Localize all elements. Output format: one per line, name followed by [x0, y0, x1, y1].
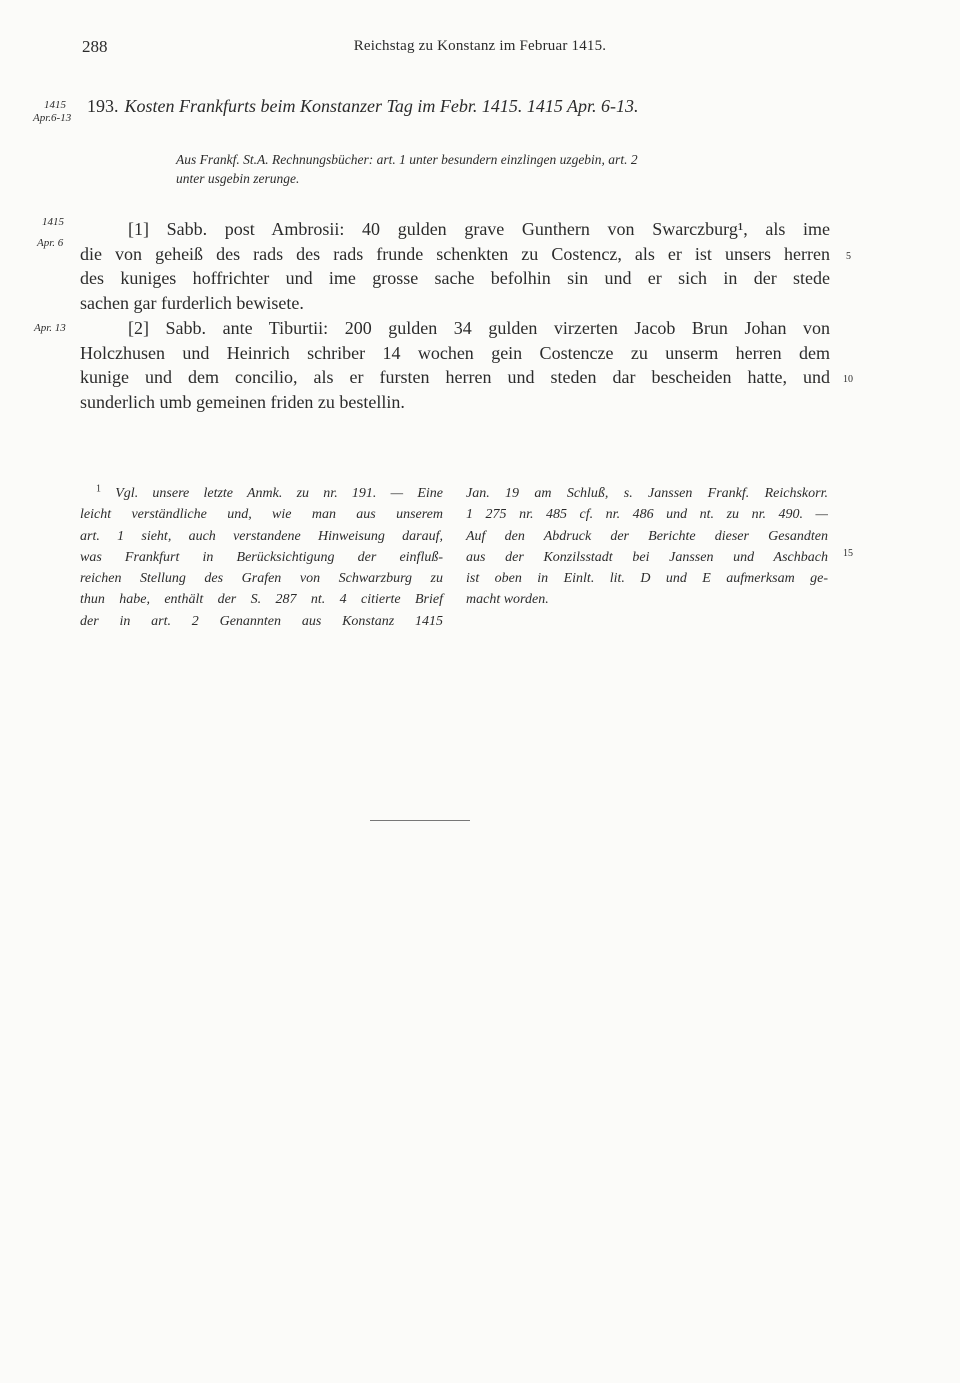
entry-2 [80, 316, 830, 414]
footnote-line: reichen Stellung des Grafen von Schwarzburg zu [80, 571, 443, 587]
end-rule [370, 820, 470, 821]
line-number: 5 [846, 251, 851, 262]
source-line: unter usgebin zerunge. [176, 171, 300, 186]
running-title: Reichstag zu Konstanz im Februar 1415. [353, 38, 607, 54]
document-number: 193. [87, 96, 119, 116]
entry-line: die von geheiß des rads des rads frunde schenkten zu Costencz, als er ist unsers herren [80, 243, 830, 264]
footnote-line: was Frankfurt in Berücksichtigung der einfluß- [80, 549, 443, 565]
source-note [176, 150, 836, 188]
footnote-line: aus der Konzilsstadt bei Janssen und Aschbach [466, 549, 828, 565]
margin-date-year: 1415 [44, 99, 66, 111]
entry-line: des kuniges hoffrichter und ime grosse sache befolhin sin und er sich in der stede [80, 268, 830, 288]
entry-line: sunderlich umb gemeinen friden zu bestellin. [80, 391, 405, 412]
footnote-line: der in art. 2 Genannten aus Konstanz 1415 [80, 613, 443, 629]
entry-line: kunige und dem concilio, als er fursten herren und steden dar bescheiden hatte, und [80, 367, 830, 387]
page-number: 288 [82, 37, 108, 56]
entry-1-margin-date: Apr. 6 [37, 237, 64, 249]
entry-line: [1] Sabb. post Ambrosii: 40 gulden grave Gunthern von Swarczburg¹, als ime [128, 219, 830, 239]
footnote-line: thun habe, enthält der S. 287 nt. 4 citierte Brief [80, 592, 443, 608]
entry-1-margin-year: 1415 [42, 216, 64, 228]
footnote-line: Jan. 19 am Schluß, s. Janssen Frankf. Reichskorr. [466, 486, 828, 501]
document-heading [87, 96, 639, 117]
line-number: 15 [843, 548, 853, 559]
footnote-line [80, 483, 443, 504]
footnote-line: ist oben in Einlt. lit. D und E aufmerksam ge- [466, 571, 828, 587]
document-title: Kosten Frankfurts beim Konstanzer Tag im Febr. 1415. 1415 Apr. 6-13. [124, 96, 639, 116]
margin-date-range: Apr.6-13 [33, 112, 72, 124]
footnote-line: art. 1 sieht, auch verstandene Hinweisung darauf, [80, 528, 443, 544]
footnote-line: Auf den Abdruck der Berichte dieser Gesandten [466, 528, 828, 544]
footnote-right-column [466, 483, 828, 611]
footnote-text: Vgl. unsere letzte Anmk. zu nr. 191. — Eine [115, 486, 444, 501]
entry-line: Holczhusen und Heinrich schriber 14 wochen gein Costencze zu unserm herren dem [80, 342, 830, 363]
line-number: 10 [843, 374, 853, 385]
footnote-marker: 1 [96, 483, 101, 495]
entry-1 [80, 217, 830, 315]
footnote-left-column [80, 483, 443, 632]
footnote-line: 1 275 nr. 485 cf. nr. 486 und nt. zu nr. 490. — [466, 507, 828, 523]
entry-line: [2] Sabb. ante Tiburtii: 200 gulden 34 gulden virzerten Jacob Brun Johan von [128, 318, 830, 338]
entry-2-margin-date: Apr. 13 [34, 322, 66, 334]
source-line: Aus Frankf. St.A. Rechnungsbücher: art. 1 unter besundern einzlingen uzgebin, art. 2 [176, 152, 638, 167]
footnote-line: leicht verständliche und, wie man aus unserem [80, 507, 443, 523]
entry-line: sachen gar furderlich bewisete. [80, 292, 304, 313]
footnote-line: macht worden. [466, 592, 549, 608]
